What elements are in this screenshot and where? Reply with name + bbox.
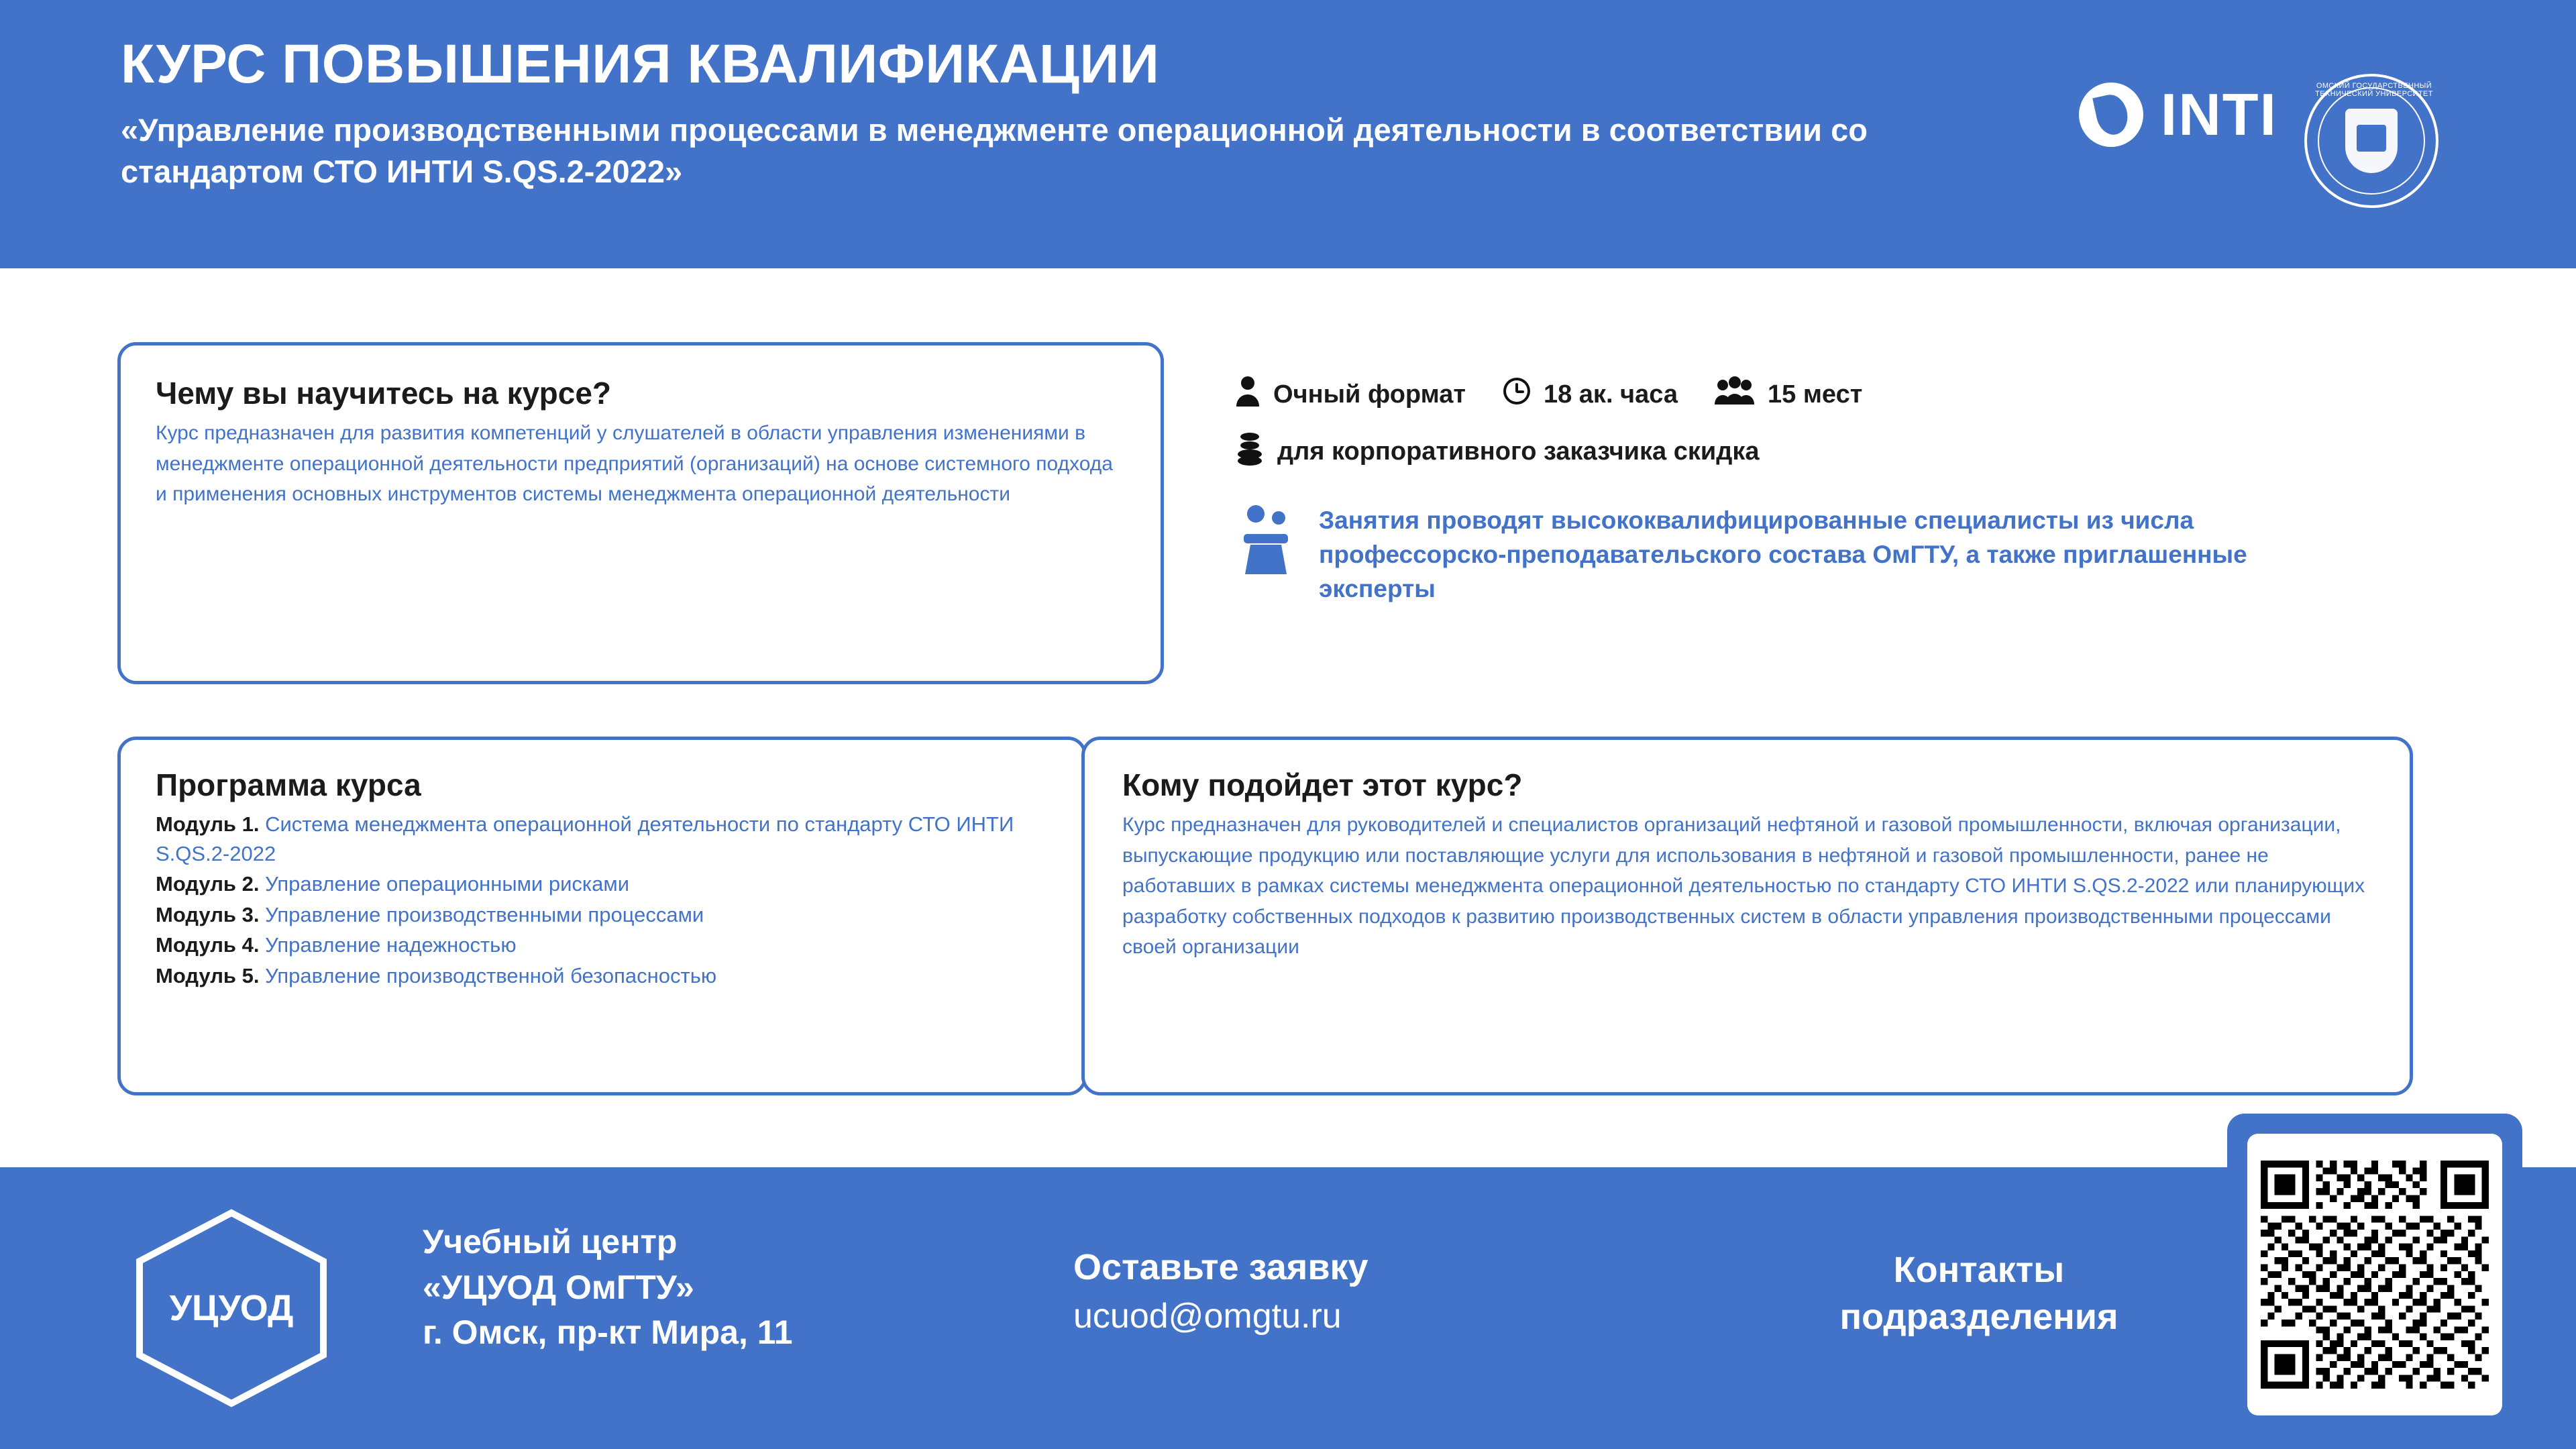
coins-icon — [1234, 431, 1265, 472]
svg-text:УЦУОД: УЦУОД — [169, 1288, 294, 1328]
card-program — [117, 737, 1087, 1095]
facts-row-primary — [1234, 376, 2482, 413]
module-text: Управление операционными рисками — [265, 872, 630, 896]
ucuod-logo — [134, 1208, 329, 1409]
contacts-block — [1717, 1246, 2241, 1340]
contacts-line1: Контакты — [1893, 1250, 2065, 1290]
fact-seats-label: 15 мест — [1768, 380, 1863, 409]
apply-block — [1073, 1246, 1368, 1336]
module-label: Модуль 5. — [156, 963, 260, 987]
facts-block — [1234, 376, 2482, 606]
contacts-line2: подразделения — [1839, 1297, 2118, 1338]
qr-card — [2247, 1134, 2502, 1415]
apply-title: Оставьте заявку — [1073, 1247, 1368, 1287]
fact-discount — [1234, 431, 1760, 472]
inti-logo-text: INTI — [2160, 81, 2277, 148]
qr-panel[interactable] — [2227, 1114, 2522, 1436]
omgtu-seal-icon — [2304, 74, 2438, 208]
fact-format-label: Очный формат — [1273, 380, 1466, 409]
inti-logo — [2079, 80, 2277, 149]
header-text-block — [121, 35, 1932, 193]
teachers-note — [1234, 503, 2482, 606]
module-label: Модуль 1. — [156, 812, 260, 836]
module-text: Управление производственными процессами — [265, 902, 704, 926]
module-text: Система менеджмента операционной деятельности по стандарту СТО ИНТИ S.QS.2-2022 — [156, 812, 1014, 866]
omgtu-seal-caption: ОМСКИЙ ГОСУДАРСТВЕННЫЙ ТЕХНИЧЕСКИЙ УНИВЕРСИТЕТ — [2315, 82, 2433, 98]
fact-format — [1234, 376, 1466, 413]
teachers-text: Занятия проводят высококвалифицированные специалисты из числа профессорско-преподавательского состава ОмГТУ, а также приглашенные эксперты — [1319, 506, 2247, 603]
center-address: г. Омск, пр-кт Мира, 11 — [423, 1313, 793, 1351]
program-card-title: Программа курса — [156, 767, 421, 802]
module-text: Управление производственной безопасностью — [265, 963, 717, 987]
speaker-podium-icon — [1234, 503, 1299, 580]
module-item — [156, 930, 1049, 961]
inti-drop-icon — [2079, 83, 2143, 147]
fact-hours-label: 18 ак. часа — [1543, 380, 1678, 409]
card-target-audience — [1081, 737, 2413, 1095]
apply-email[interactable]: ucuod@omgtu.ru — [1073, 1297, 1342, 1336]
whom-card-body: Курс предназначен для руководителей и специалистов организаций нефтяной и газовой промышленности, включая организации, выпускающие продукцию или поставляющие услуги для использования в нефтяной и газовой промышленности, ранее не работавших в рамках системы менеджмента операционной деятельностью по стандарту СТО ИНТИ S.QS.2-2022 или планирующих разработку собственных подходов к развитию производственных систем в области управления производственными процессами своей организации — [1122, 814, 2365, 959]
center-name-line2: «УЦУОД ОмГТУ» — [423, 1268, 694, 1306]
module-label: Модуль 2. — [156, 872, 260, 896]
fact-hours — [1502, 376, 1678, 413]
module-label: Модуль 3. — [156, 902, 260, 926]
module-item — [156, 869, 1049, 900]
footer-center-info — [423, 1220, 793, 1356]
person-icon — [1234, 376, 1261, 413]
whom-card-title: Кому подойдет этот курс? — [1122, 767, 1523, 802]
page-subtitle: «Управление производственными процессами в менеджменте операционной деятельности в соответствии со стандартом СТО ИНТИ S.QS.2-2022» — [121, 111, 1868, 189]
omgtu-seal-shield — [2345, 109, 2398, 173]
module-label: Модуль 4. — [156, 933, 260, 957]
module-item — [156, 900, 1049, 930]
fact-discount-label: для корпоративного заказчика скидка — [1277, 437, 1760, 466]
page-title: КУРС ПОВЫШЕНИЯ КВАЛИФИКАЦИИ — [121, 34, 1160, 95]
group-icon — [1714, 376, 1756, 413]
learn-card-title: Чему вы научитесь на курсе? — [156, 376, 612, 411]
clock-icon — [1502, 376, 1532, 413]
fact-seats — [1714, 376, 1862, 413]
learn-card-body: Курс предназначен для развития компетенций у слушателей в области управления изменениями в менеджменте операционной деятельности предприятий (организаций) на основе системного подхода и применения основных инструментов системы менеджмента операционной деятельности — [156, 422, 1113, 506]
header-banner — [0, 0, 2576, 268]
omgtu-seal-ring — [2318, 87, 2425, 195]
module-item — [156, 961, 1049, 991]
footer-bar — [0, 1167, 2576, 1449]
module-item — [156, 810, 1049, 869]
module-text: Управление надежностью — [265, 933, 517, 957]
qr-code-icon[interactable] — [2261, 1161, 2489, 1389]
card-what-you-learn — [117, 342, 1164, 684]
facts-row-discount — [1234, 431, 2482, 472]
center-name-line1: Учебный центр — [423, 1223, 678, 1260]
